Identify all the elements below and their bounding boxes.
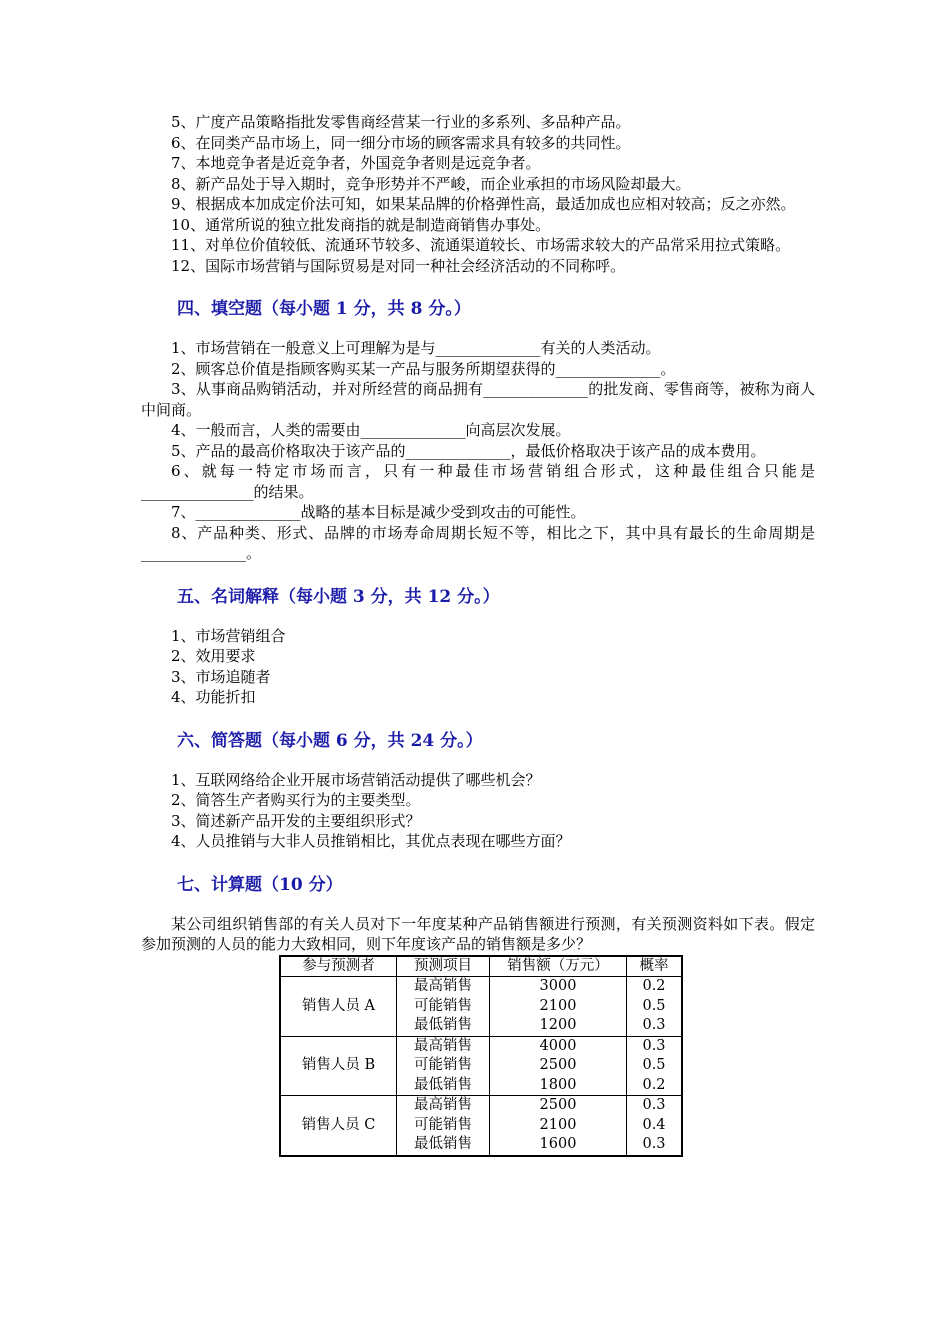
fill-item-3: 3、从事商品购销活动，并对所经营的商品拥有______________的批发商、零售商等，被称为商人中间商。 — [141, 380, 815, 419]
sales-value: 3000 — [539, 978, 577, 994]
tf-item-10: 10、通常所说的独立批发商指的就是制造商销售办事处。 — [171, 215, 551, 234]
section-7-title: 七、计算题（10 分） — [177, 874, 343, 895]
item-value: 最高销售 — [414, 978, 472, 994]
sales-cell — [490, 977, 627, 1037]
participant-cell: 销售人员 B — [280, 1036, 397, 1096]
sales-value: 2100 — [539, 1116, 577, 1133]
fill-item-2: 2、顾客总价值是指顾客购买某一产品与服务所期望获得的______________。 — [171, 359, 676, 378]
header-sales: 销售额（万元） — [490, 956, 627, 977]
tf-item-12: 12、国际市场营销与国际贸易是对同一种社会经济活动的不同称呼。 — [171, 256, 626, 275]
item-value: 最高销售 — [414, 1037, 472, 1054]
tf-item-7: 7、本地竞争者是近竞争者，外国竞争者则是远竞争者。 — [171, 154, 541, 172]
probability-cell — [627, 977, 683, 1037]
exam-page — [141, 112, 815, 1157]
term-list — [141, 626, 815, 708]
item-value: 最低销售 — [414, 1017, 472, 1033]
probability-value: 0.4 — [642, 1116, 666, 1133]
true-false-list — [141, 112, 815, 276]
short-answer-item-1: 1、互联网络给企业开展市场营销活动提供了哪些机会？ — [171, 770, 541, 789]
short-answer-list — [141, 770, 815, 852]
table-header-row — [280, 956, 682, 977]
calc-intro: 某公司组织销售部的有关人员对下一年度某种产品销售额进行预测，有关预测资料如下表。假定参加预测的人员的能力大致相同，则下年度该产品的销售额是多少？ — [141, 914, 815, 953]
sales-cell — [490, 1036, 627, 1096]
sales-value: 1800 — [539, 1076, 577, 1093]
participant-cell: 销售人员 C — [280, 1096, 397, 1156]
sales-value: 2500 — [539, 1097, 577, 1113]
section-4-title: 四、填空题（每小题 1 分，共 8 分。） — [177, 299, 471, 319]
short-answer-item-3: 3、简述新产品开发的主要组织形式？ — [171, 811, 421, 830]
header-probability: 概率 — [627, 956, 683, 977]
fill-item-5: 5、产品的最高价格取决于该产品的______________，最低价格取决于该产品的成本费用。 — [171, 441, 766, 460]
fill-item-8: 8、产品种类、形式、品牌的市场寿命周期长短不等，相比之下，其中具有最长的生命周期是______________。 — [141, 523, 815, 562]
item-value: 可能销售 — [414, 997, 472, 1014]
sales-value: 4000 — [539, 1037, 577, 1054]
fill-item-1: 1、市场营销在一般意义上可理解为是与______________有关的人类活动。 — [171, 339, 661, 357]
probability-value: 0.2 — [642, 1076, 666, 1093]
tf-item-11: 11、对单位价值较低、流通环节较多、流通渠道较长、市场需求较大的产品常采用拉式策略。 — [171, 236, 791, 254]
short-answer-item-2: 2、简答生产者购买行为的主要类型。 — [171, 791, 421, 809]
header-item: 预测项目 — [397, 956, 490, 977]
fill-item-7: 7、______________战略的基本目标是减少受到攻击的可能性。 — [171, 503, 586, 521]
short-answer-item-4: 4、人员推销与大非人员推销相比，其优点表现在哪些方面？ — [171, 832, 571, 850]
probability-cell — [627, 1096, 683, 1156]
term-item-1: 1、市场营销组合 — [171, 626, 286, 645]
term-item-4: 4、功能折扣 — [171, 688, 256, 706]
section-6-title: 六、简答题（每小题 6 分，共 24 分。） — [177, 730, 483, 751]
tf-item-6: 6、在同类产品市场上，同一细分市场的顾客需求具有较多的共同性。 — [171, 133, 631, 152]
sales-value: 1200 — [539, 1017, 577, 1033]
fill-item-4: 4、一般而言，人类的需要由______________向高层次发展。 — [171, 421, 571, 439]
sales-cell — [490, 1096, 627, 1156]
item-value: 最低销售 — [414, 1076, 472, 1093]
tf-item-9: 9、根据成本加成定价法可知，如果某品牌的价格弹性高，最适加成也应相对较高；反之亦然。 — [171, 195, 796, 213]
item-value: 最高销售 — [414, 1097, 472, 1113]
item-value: 最低销售 — [414, 1136, 472, 1152]
sales-value: 1600 — [539, 1136, 577, 1152]
tf-item-5: 5、广度产品策略指批发零售商经营某一行业的多系列、多品种产品。 — [171, 113, 631, 131]
header-participant: 参与预测者 — [280, 956, 397, 977]
probability-value: 0.3 — [642, 1097, 666, 1113]
probability-value: 0.3 — [642, 1037, 666, 1054]
item-cell — [397, 977, 490, 1037]
fill-in-list — [141, 338, 815, 564]
term-item-3: 3、市场追随者 — [171, 667, 271, 686]
term-item-2: 2、效用要求 — [171, 647, 256, 665]
forecast-table — [279, 955, 683, 1157]
sales-value: 2500 — [539, 1057, 577, 1073]
tf-item-8: 8、新产品处于导入期时，竞争形势并不严峻，而企业承担的市场风险却最大。 — [171, 174, 691, 193]
probability-value: 0.5 — [642, 1057, 666, 1073]
item-cell — [397, 1096, 490, 1156]
item-value: 可能销售 — [414, 1057, 472, 1073]
item-value: 可能销售 — [414, 1116, 472, 1133]
probability-value: 0.3 — [642, 1017, 666, 1033]
probability-cell — [627, 1036, 683, 1096]
item-cell — [397, 1036, 490, 1096]
probability-value: 0.3 — [642, 1136, 666, 1152]
probability-value: 0.5 — [642, 997, 666, 1014]
participant-cell: 销售人员 A — [280, 977, 397, 1037]
table-row — [280, 1096, 682, 1156]
section-5-title: 五、名词解释（每小题 3 分，共 12 分。） — [177, 586, 500, 607]
fill-item-6: 6、就每一特定市场而言，只有一种最佳市场营销组合形式，这种最佳组合只能是_______________的结果。 — [141, 462, 815, 501]
table-row — [280, 977, 682, 1037]
sales-value: 2100 — [539, 997, 577, 1014]
table-row — [280, 1036, 682, 1096]
probability-value: 0.2 — [642, 978, 666, 994]
